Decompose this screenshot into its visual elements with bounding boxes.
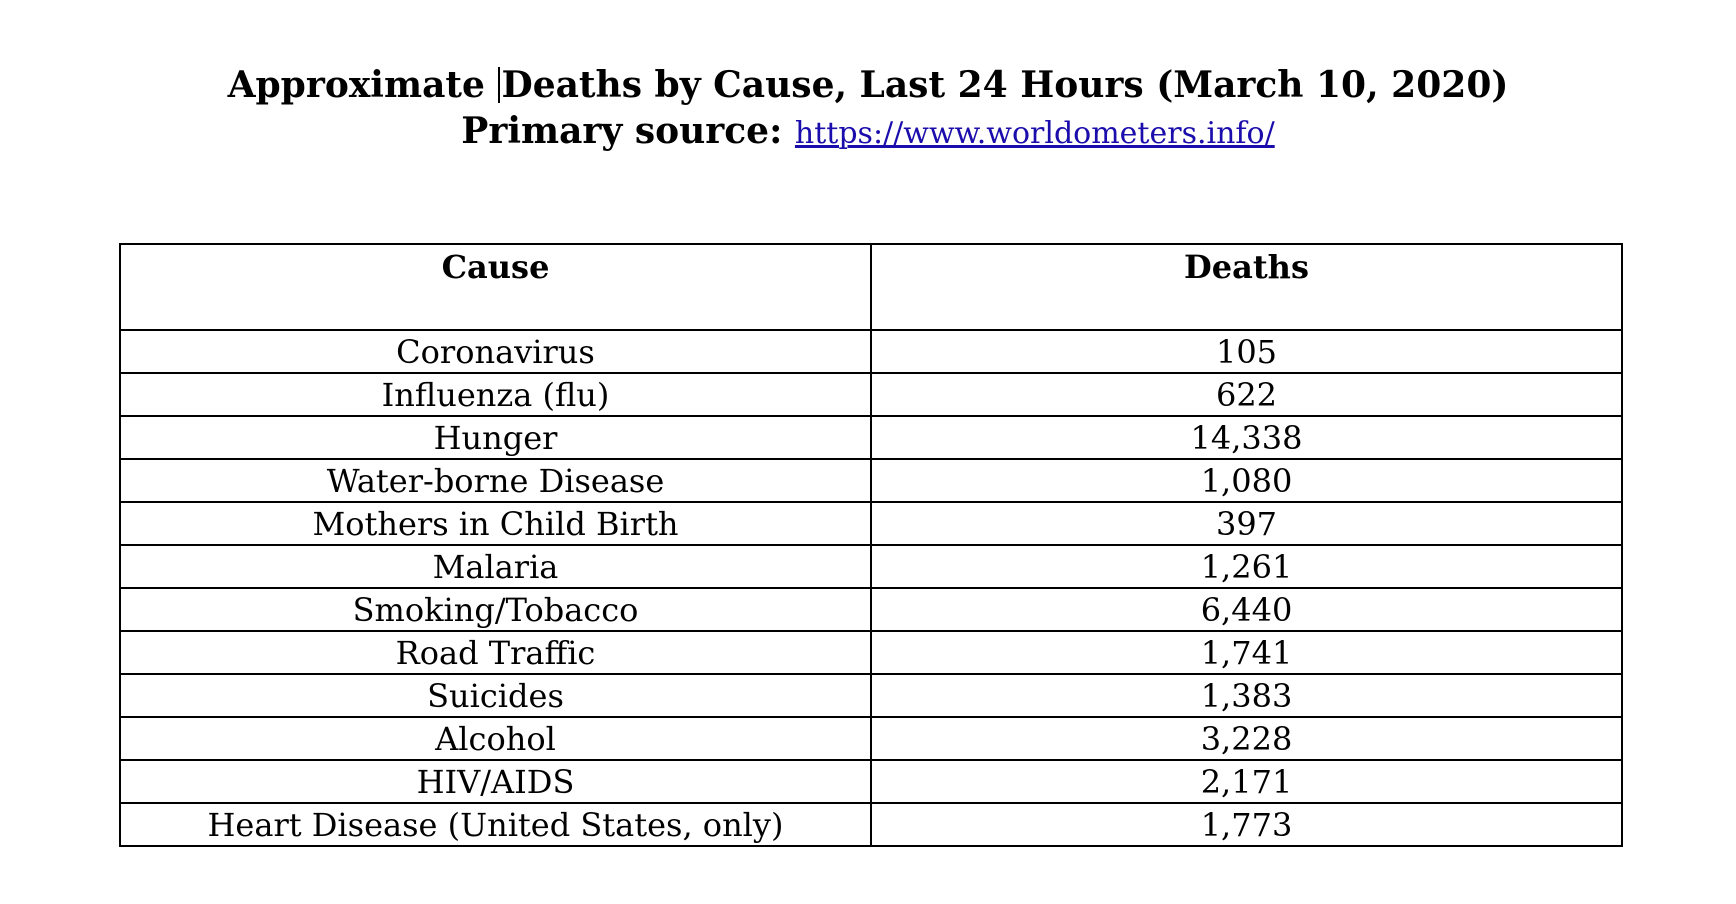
source-link[interactable]: https://www.worldometers.info/ bbox=[794, 116, 1275, 151]
deaths-cell: 105 bbox=[871, 330, 1622, 373]
deaths-cell: 1,773 bbox=[871, 803, 1622, 846]
cause-cell: Water-borne Disease bbox=[120, 459, 871, 502]
cause-cell: Coronavirus bbox=[120, 330, 871, 373]
cause-cell: Road Traffic bbox=[120, 631, 871, 674]
table-row bbox=[120, 330, 1622, 373]
deaths-cell: 1,741 bbox=[871, 631, 1622, 674]
title-part-2: Deaths by Cause, Last 24 Hours (March 10, 2020) bbox=[501, 64, 1509, 106]
table-row bbox=[120, 373, 1622, 416]
header-deaths: Deaths bbox=[871, 244, 1622, 330]
source-line bbox=[0, 108, 1736, 157]
cause-cell: Suicides bbox=[120, 674, 871, 717]
deaths-table bbox=[119, 243, 1623, 847]
table-row bbox=[120, 459, 1622, 502]
cause-cell: Heart Disease (United States, only) bbox=[120, 803, 871, 846]
deaths-cell: 1,383 bbox=[871, 674, 1622, 717]
table-row bbox=[120, 803, 1622, 846]
title-part-1: Approximate bbox=[227, 64, 485, 106]
page-title bbox=[0, 62, 1736, 108]
table-row bbox=[120, 760, 1622, 803]
deaths-cell: 397 bbox=[871, 502, 1622, 545]
deaths-cell: 14,338 bbox=[871, 416, 1622, 459]
deaths-cell: 2,171 bbox=[871, 760, 1622, 803]
cause-cell: Smoking/Tobacco bbox=[120, 588, 871, 631]
title-block bbox=[0, 62, 1736, 157]
deaths-cell: 1,080 bbox=[871, 459, 1622, 502]
table-header-row bbox=[120, 244, 1622, 330]
table-row bbox=[120, 416, 1622, 459]
deaths-cell: 622 bbox=[871, 373, 1622, 416]
cause-cell: Malaria bbox=[120, 545, 871, 588]
table-row bbox=[120, 588, 1622, 631]
cause-cell: Mothers in Child Birth bbox=[120, 502, 871, 545]
table-row bbox=[120, 631, 1622, 674]
cause-cell: Influenza (flu) bbox=[120, 373, 871, 416]
table-row bbox=[120, 674, 1622, 717]
deaths-cell: 1,261 bbox=[871, 545, 1622, 588]
table-row bbox=[120, 502, 1622, 545]
cause-cell: HIV/AIDS bbox=[120, 760, 871, 803]
cause-cell: Alcohol bbox=[120, 717, 871, 760]
cause-cell: Hunger bbox=[120, 416, 871, 459]
header-cause: Cause bbox=[120, 244, 871, 330]
deaths-cell: 6,440 bbox=[871, 588, 1622, 631]
deaths-cell: 3,228 bbox=[871, 717, 1622, 760]
table-row bbox=[120, 545, 1622, 588]
source-label: Primary source: bbox=[461, 110, 783, 152]
table-row bbox=[120, 717, 1622, 760]
